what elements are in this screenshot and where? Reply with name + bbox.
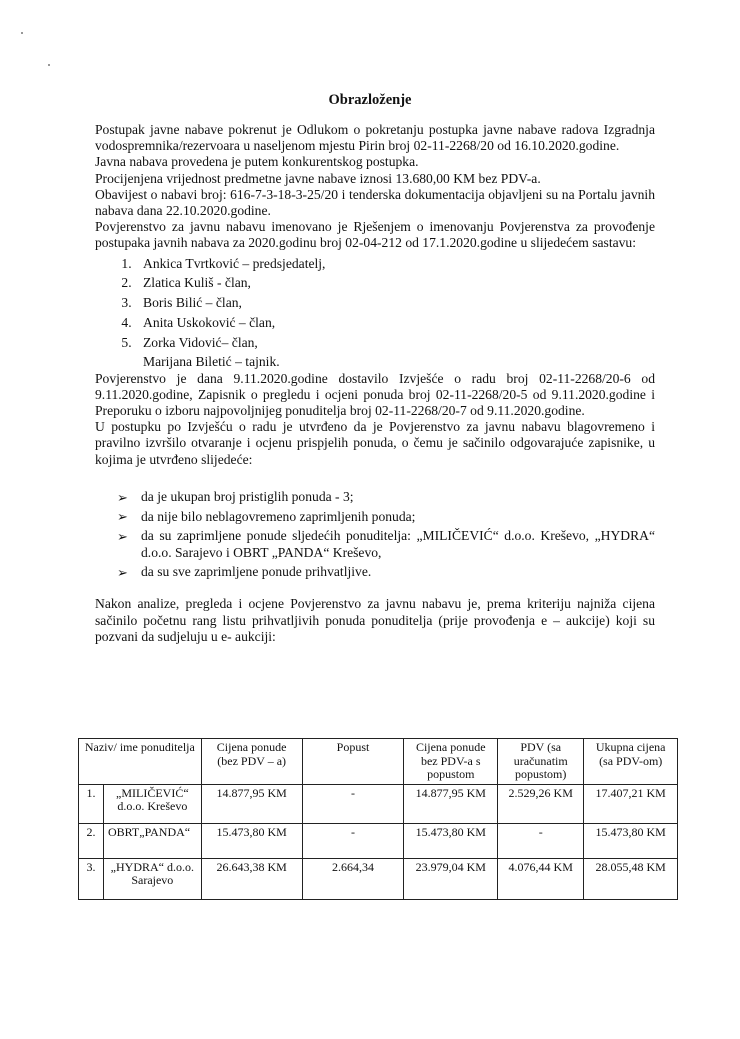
intro-paragraph: Povjerenstvo za javnu nabavu imenovano je Rješenjem o imenovanju Povjerenstva za provođenje postupaka javnih nabava za 2020.godinu broj 02-04-212 od 17.1.2020.godine u slijedećem sastavu: (95, 219, 655, 251)
arrow-bullet-icon: ➢ (117, 564, 128, 580)
vat-amount: 2.529,26 KM (498, 784, 584, 823)
table-header-row (79, 739, 678, 785)
bidder-name: „MILIČEVIĆ“ d.o.o. Kreševo (103, 784, 201, 823)
finding-item: ➢ da su sve zaprimljene ponude prihvatljive. (117, 563, 655, 583)
header-bidder: Naziv/ ime ponuditelja (79, 739, 202, 785)
committee-member-list (95, 254, 655, 353)
finding-item: ➢ da je ukupan broj pristiglih ponuda - 3; (117, 488, 655, 508)
offers-table (78, 738, 678, 900)
discounted-price: 23.979,04 KM (404, 858, 498, 899)
analysis-paragraph: Nakon analize, pregleda i ocjene Povjerenstvo za javnu nabavu je, prema kriteriju najniža cijena sačinilo početnu rang listu prihvatljivih ponuda ponuditelja (prije provođenja e – aukcije) koji su pozvani da sudjeluju u e- aukciji: (95, 596, 655, 644)
row-number: 1. (79, 784, 104, 823)
scan-speck (21, 32, 23, 34)
vat-amount: 4.076,44 KM (498, 858, 584, 899)
arrow-bullet-icon: ➢ (117, 509, 128, 525)
intro-paragraph: Obavijest o nabavi broj: 616-7-3-18-3-25/20 i tenderska dokumentacija objavljeni su na Portalu javnih nabava dana 22.10.2020.godine. (95, 186, 655, 219)
document-body (95, 122, 655, 645)
committee-member: 3. Boris Bilić – član, (135, 293, 655, 313)
report-paragraph: Povjerenstvo je dana 9.11.2020.godine dostavilo Izvješće o radu broj 02-11-2268/20-6 od 9.11.2020.godine, Zapisnik o pregledu i ocjeni ponuda broj 02-11-2268/20-5 od 9.11.2020.godine i Preporuku o izboru najpovoljnijeg ponuditelja broj 02-11-2268/20-7 od 9.11.2020.godine. (95, 370, 655, 419)
header-price: Cijena ponude (bez PDV – a) (201, 739, 302, 785)
bidder-name: „HYDRA“ d.o.o. Sarajevo (103, 858, 201, 899)
vat-amount: - (498, 823, 584, 858)
finding-item: ➢ da nije bilo neblagovremeno zaprimljenih ponuda; (117, 507, 655, 527)
total-price: 17.407,21 KM (584, 784, 678, 823)
offer-price: 14.877,95 KM (201, 784, 302, 823)
total-price: 15.473,80 KM (584, 823, 678, 858)
findings-list (95, 488, 655, 583)
offer-price: 26.643,38 KM (201, 858, 302, 899)
report-paragraph: U postupku po Izvješću o radu je utvrđeno da je Povjerenstvo za javnu nabavu blagovremeno i pravilno izvršilo otvaranje i ocjenu prispjelih ponuda, o čemu je sačinilo odgovarajuće zapisnike, u kojima je utvrđeno slijedeće: (95, 419, 655, 467)
arrow-bullet-icon: ➢ (117, 489, 128, 505)
committee-member: 2. Zlatica Kuliš - član, (135, 273, 655, 293)
intro-paragraph: Javna nabava provedena je putem konkurentskog postupka. (95, 154, 419, 170)
discounted-price: 15.473,80 KM (404, 823, 498, 858)
discounted-price: 14.877,95 KM (404, 784, 498, 823)
arrow-bullet-icon: ➢ (117, 528, 128, 544)
header-vat: PDV (sa uračunatim popustom) (498, 739, 584, 785)
table-row (79, 823, 678, 858)
row-number: 3. (79, 858, 104, 899)
bidder-name: OBRT„PANDA“ (103, 823, 201, 858)
intro-paragraph: Postupak javne nabave pokrenut je Odlukom o pokretanju postupka javne nabave radova Izgradnja vodospremnika/rezervoara u naseljenom mjestu Pirin broj 02-11-2268/20 od 16.10.2020.godine. (95, 122, 655, 154)
intro-paragraph: Procijenjena vrijednost predmetne javne nabave iznosi 13.680,00 KM bez PDV-a. (95, 170, 541, 186)
row-number: 2. (79, 823, 104, 858)
committee-member: 5. Zorka Vidović– član, (135, 333, 655, 353)
scan-speck (48, 64, 50, 66)
offer-discount: - (302, 823, 404, 858)
table-row (79, 858, 678, 899)
committee-member: 1. Ankica Tvrtković – predsjedatelj, (135, 254, 655, 274)
header-discount: Popust (302, 739, 404, 785)
header-total: Ukupna cijena (sa PDV-om) (584, 739, 678, 785)
offer-discount: - (302, 784, 404, 823)
committee-member: 4. Anita Uskoković – član, (135, 313, 655, 333)
finding-item: ➢ da su zaprimljene ponude sljedećih ponuditelja: „MILIČEVIĆ“ d.o.o. Kreševo, „HYDRA“ d.o.o. Sarajevo i OBRT „PANDA“ Kreševo, (117, 528, 655, 560)
page-title: Obrazloženje (328, 92, 412, 108)
total-price: 28.055,48 KM (584, 858, 678, 899)
header-discounted-price: Cijena ponude bez PDV-a s popustom (404, 739, 498, 785)
table-row (79, 784, 678, 823)
offer-discount: 2.664,34 (302, 858, 404, 899)
committee-secretary: Marijana Biletić – tajnik. (143, 353, 280, 369)
offer-price: 15.473,80 KM (201, 823, 302, 858)
